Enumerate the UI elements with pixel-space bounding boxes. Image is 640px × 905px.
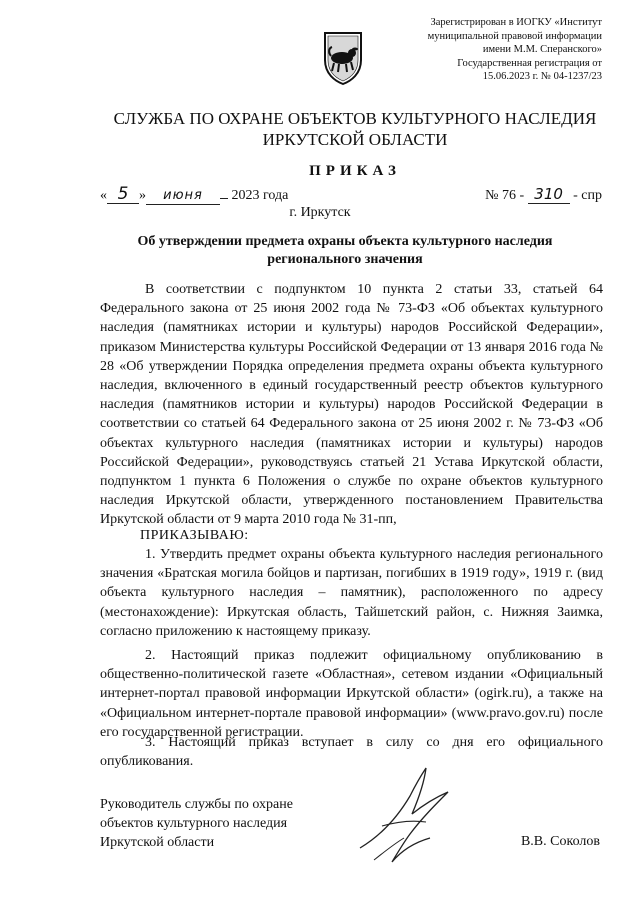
date-blank bbox=[220, 186, 228, 199]
order-number-suffix: - спр bbox=[573, 188, 602, 203]
date-close-quote: » bbox=[139, 188, 146, 203]
coat-of-arms-icon bbox=[322, 30, 364, 86]
signature-icon bbox=[352, 762, 462, 872]
date-year: 2023 года bbox=[231, 188, 289, 203]
registration-note-line: 15.06.2023 г. № 04-1237/23 bbox=[482, 71, 602, 83]
preamble-paragraph: В соответствии с подпунктом 10 пункта 2 статьи 33, статьей 64 Федерального закона от 25 июня 2002 года № 73-ФЗ «Об объектах культурного наследия (памятниках истории и культуры) народов Российской Федерации», приказом Министерства культуры Российской Федерации от 13 января 2016 года № 28 «Об утверждении Порядка определения предмета охраны объекта культурного наследия, включенного в единый государственный реестр объектов культурного наследия (памятников истории и культуры) народов Российской Федерации в соответствии со статьей 64 Федерального закона от 25 июня 2002 г. № 73-ФЗ «Об объектах культурного наследия (памятниках истории и культуры) народов Российской Федерации», руководствуясь статьей 21 Устава Иркутской области, подпунктом 1 пункта 6 Положения о службе по охране объектов культурного наследия Иркутской области, утвержденного постановлением Правительства Иркутской области от 9 марта 2010 года № 31-пп, bbox=[100, 282, 603, 528]
date-open-quote: « bbox=[100, 188, 107, 203]
signer-position bbox=[100, 795, 330, 853]
signer-name: В.В. Соколов bbox=[520, 834, 600, 849]
agency-name-line: СЛУЖБА ПО ОХРАНЕ ОБЪЕКТОВ КУЛЬТУРНОГО НАСЛЕДИЯ bbox=[113, 109, 597, 128]
orders-heading: ПРИКАЗЫВАЮ: bbox=[140, 528, 249, 543]
order-number bbox=[485, 186, 602, 204]
agency-name-line: ИРКУТСКОЙ ОБЛАСТИ bbox=[262, 130, 448, 149]
registration-note-line: Государственная регистрация от bbox=[457, 57, 602, 69]
registration-note-line: муниципальной правовой информации bbox=[427, 30, 602, 42]
document-type-title: ПРИКАЗ bbox=[309, 163, 401, 179]
order-date bbox=[100, 186, 288, 205]
order-item-1: 1. Утвердить предмет охраны объекта культурного наследия регионального значения «Братская могила бойцов и партизан, погибших в 1919 году», 1919 г. (вид объекта культурного наследия – памятник), расположенного по адресу (местонахождение): Иркутская область, Тайшетский район, с. Нижняя Заимка, согласно приложению к настоящему приказу. bbox=[100, 547, 603, 639]
order-number-handwritten: 310 bbox=[528, 186, 570, 204]
signer-position-line: Руководитель службы по охране bbox=[100, 797, 293, 812]
order-number-prefix: № 76 - bbox=[485, 188, 525, 203]
signer-position-line: объектов культурного наследия bbox=[100, 816, 288, 832]
registration-note bbox=[372, 16, 602, 84]
order-subject: Об утверждении предмета охраны объекта культурного наследия регионального значения bbox=[137, 234, 553, 267]
agency-name bbox=[60, 108, 640, 150]
date-month-handwritten: июня bbox=[146, 187, 220, 205]
registration-note-line: Зарегистрирован в ИОГКУ «Институт bbox=[430, 17, 602, 28]
date-day-handwritten: 5 bbox=[107, 186, 139, 204]
order-item-3: 3. Настоящий приказ вступает в силу со дня его официального опубликования. bbox=[100, 735, 603, 770]
signer-position-line: Иркутской области bbox=[100, 835, 215, 851]
registration-note-line: имени М.М. Сперанского» bbox=[482, 44, 602, 56]
city: г. Иркутск bbox=[289, 205, 351, 220]
order-item-2: 2. Настоящий приказ подлежит официальному опубликованию в общественно-политической газете «Областная», сетевом издании «Официальный интернет-портал правовой информации Иркутской области» (ogirk.ru), а также на «Официальном интернет-портале правовой информации» (www.pravo.gov.ru) после его государственной регистрации. bbox=[100, 648, 603, 740]
